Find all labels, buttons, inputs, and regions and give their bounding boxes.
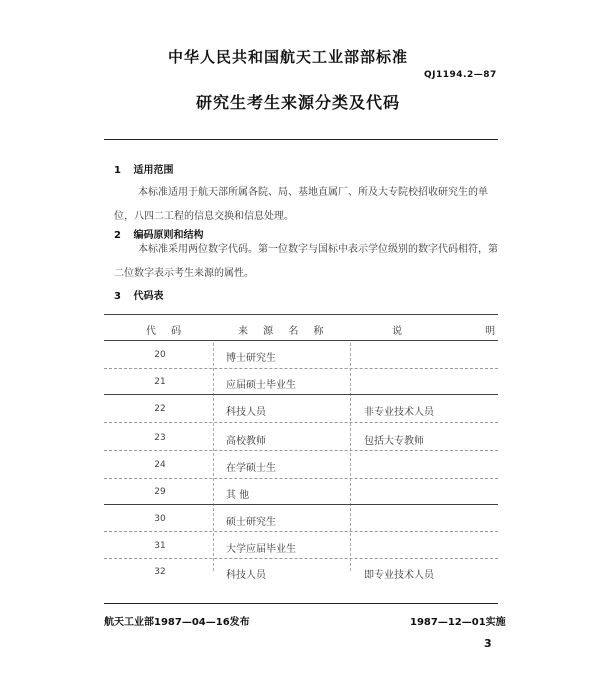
row-code: 21 (154, 377, 166, 387)
row-note: 包括大专教师 (364, 436, 424, 447)
row-note: 即专业技术人员 (364, 570, 434, 581)
issue-date: 航天工业部1987—04—16发布 (104, 617, 250, 628)
row-divider (104, 504, 498, 505)
section-number: 3 (114, 291, 121, 302)
column-divider-right (350, 343, 351, 571)
row-divider (104, 531, 498, 532)
section-heading-text: 编码原则和结构 (133, 230, 204, 241)
column-divider-left (213, 343, 214, 571)
row-source: 硕士研究生 (226, 517, 276, 528)
row-source: 高校教师 (226, 436, 266, 447)
row-code: 22 (154, 404, 166, 414)
header-rule (104, 139, 498, 140)
section-1-heading (114, 161, 173, 176)
row-source: 其 他 (226, 490, 250, 501)
header-code: 代 码 (146, 326, 188, 337)
section-1-text: 本标准适用于航天部所属各院、局、基地直属厂、所及大专院校招收研究生的单位，八四二工程的信息交换和信息处理。 (114, 187, 488, 222)
page-number: 3 (484, 637, 492, 650)
row-source: 应届硕士毕业生 (226, 380, 296, 391)
row-divider (104, 394, 498, 395)
section-2-text: 本标准采用两位数字代码。第一位数字与国标中表示学位级别的数字代码相符，第二位数字表示考生来源的属性。 (114, 244, 498, 279)
row-code: 29 (154, 487, 166, 497)
row-divider (104, 478, 498, 479)
row-divider (104, 368, 498, 369)
row-code: 20 (154, 350, 166, 360)
standard-number: QJ1194.2—87 (424, 70, 497, 80)
row-code: 30 (154, 514, 166, 524)
row-code: 32 (154, 567, 166, 577)
section-number: 2 (114, 230, 121, 241)
row-divider (104, 558, 498, 559)
header-note: 说 明 (392, 326, 536, 337)
row-code: 24 (154, 460, 166, 470)
row-source: 科技人员 (226, 407, 266, 418)
section-3-heading (114, 287, 163, 302)
row-divider (104, 422, 498, 423)
row-code: 31 (154, 541, 166, 551)
section-heading-text: 适用范围 (133, 165, 174, 176)
row-code: 23 (154, 433, 166, 443)
section-heading-text: 代码表 (133, 291, 164, 302)
row-note: 非专业技术人员 (364, 407, 434, 418)
effective-date: 1987—12—01实施 (410, 617, 506, 628)
row-source: 博士研究生 (226, 353, 276, 364)
section-number: 1 (114, 165, 121, 176)
row-source: 在学硕士生 (226, 463, 276, 474)
document-title: 研究生考生来源分类及代码 (196, 93, 401, 112)
row-source: 科技人员 (226, 570, 266, 581)
header-source-name: 来 源 名 称 (238, 326, 330, 337)
issuing-organization: 中华人民共和国航天工业部部标准 (168, 48, 409, 66)
row-divider (104, 450, 498, 451)
row-source: 大学应届毕业生 (226, 544, 296, 555)
footer-rule (104, 603, 498, 604)
table-top-rule (104, 314, 498, 315)
table-header-rule (104, 340, 498, 341)
